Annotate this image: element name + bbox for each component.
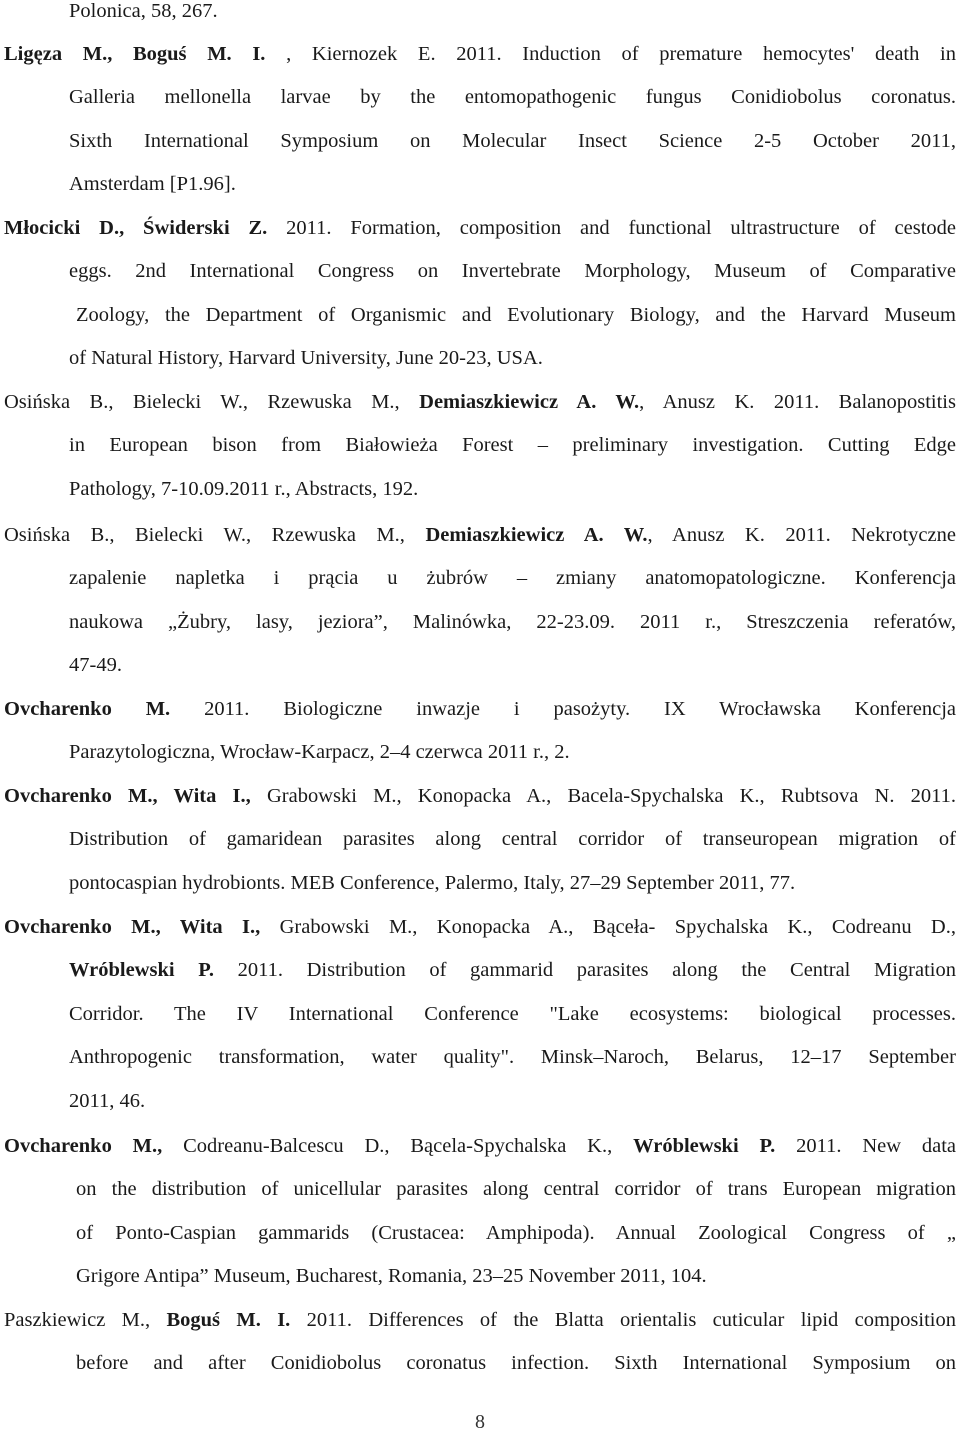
reference-line: Polonica, 58, 267. xyxy=(69,0,218,22)
reference-authors-bold: Ligęza M., Boguś M. I. xyxy=(4,43,266,65)
reference-line: in European bison from Białowieża Forest – preliminary investigation. Cutting Edge xyxy=(69,434,956,457)
reference-line: naukowa „Żubry, lasy, jeziora”, Malinówka, 22-23.09. 2011 r., Streszczenia referatów, xyxy=(69,610,956,633)
reference-line: Sixth International Symposium on Molecular Insect Science 2-5 October 2011, xyxy=(69,129,956,152)
reference-entry xyxy=(4,207,956,381)
reference-line: Osińska B., Bielecki W., Rzewuska M., Demiaszkiewicz A. W., Anusz K. 2011. Nekrotyczne xyxy=(4,524,956,546)
reference-line: zapalenie napletka i prącia u żubrów – zmiany anatomopatologiczne. Konferencja xyxy=(69,567,956,590)
reference-line: of Ponto-Caspian gammarids (Crustacea: Amphipoda). Annual Zoological Congress of „ xyxy=(76,1221,956,1244)
reference-line: Zoology, the Department of Organismic and Evolutionary Biology, and the Harvard Museum xyxy=(76,303,956,326)
page-number: 8 xyxy=(475,1411,485,1433)
reference-entry xyxy=(4,1299,956,1386)
reference-line: Paszkiewicz M., Boguś M. I. 2011. Differences of the Blatta orientalis cuticular lipid composition xyxy=(4,1309,956,1331)
reference-authors-bold: Demiaszkiewicz A. W. xyxy=(419,391,640,413)
reference-line: Distribution of gamaridean parasites along central corridor of transeuropean migration of xyxy=(69,828,956,851)
reference-authors-bold: Ovcharenko M. xyxy=(4,698,171,720)
reference-authors-bold: Ovcharenko M., Wita I., xyxy=(4,785,251,807)
reference-line: Osińska B., Bielecki W., Rzewuska M., Demiaszkiewicz A. W., Anusz K. 2011. Balanopostitis xyxy=(4,391,956,413)
reference-entry xyxy=(4,775,956,905)
reference-authors-bold: Boguś M. I. xyxy=(166,1309,291,1331)
reference-entry xyxy=(4,33,956,207)
reference-line: Grigore Antipa” Museum, Bucharest, Romania, 23–25 November 2011, 104. xyxy=(76,1265,707,1288)
reference-authors-bold: Ovcharenko M., Wita I., xyxy=(4,916,261,938)
reference-line: of Natural History, Harvard University, June 20-23, USA. xyxy=(69,347,543,370)
reference-line: Ovcharenko M., Codreanu-Balcescu D., Bącela-Spychalska K., Wróblewski P. 2011. New data xyxy=(4,1135,956,1157)
reference-line: Ligęza M., Boguś M. I. , Kiernozek E. 2011. Induction of premature hemocytes' death in xyxy=(4,43,956,65)
reference-authors-bold: Wróblewski P. xyxy=(633,1135,776,1157)
reference-line: Galleria mellonella larvae by the entomopathogenic fungus Conidiobolus coronatus. xyxy=(69,86,956,109)
reference-entry xyxy=(4,514,956,688)
reference-line: 2011, 46. xyxy=(69,1089,146,1112)
reference-line: Pathology, 7-10.09.2011 r., Abstracts, 192. xyxy=(69,477,419,500)
reference-authors-bold: Ovcharenko M., xyxy=(4,1135,163,1157)
reference-line: 47-49. xyxy=(69,654,122,677)
reference-entry xyxy=(4,1125,956,1299)
reference-line: Anthropogenic transformation, water quality". Minsk–Naroch, Belarus, 12–17 September xyxy=(69,1046,956,1069)
reference-line: Parazytologiczna, Wrocław-Karpacz, 2–4 czerwca 2011 r., 2. xyxy=(69,741,570,764)
reference-line: eggs. 2nd International Congress on Invertebrate Morphology, Museum of Comparative xyxy=(69,260,956,283)
reference-entry xyxy=(4,0,956,33)
reference-line: before and after Conidiobolus coronatus infection. Sixth International Symposium on xyxy=(76,1352,956,1375)
reference-authors-bold: Młocicki D., Świderski Z. xyxy=(4,217,268,239)
reference-line: pontocaspian hydrobionts. MEB Conference, Palermo, Italy, 27–29 September 2011, 77. xyxy=(69,871,796,894)
reference-line: on the distribution of unicellular parasites along central corridor of trans European migration xyxy=(76,1178,956,1201)
reference-line: Ovcharenko M., Wita I., Grabowski M., Konopacka A., Bacela-Spychalska K., Rubtsova N. 2011. xyxy=(4,785,956,807)
reference-line: Ovcharenko M. 2011. Biologiczne inwazje i pasożyty. IX Wrocławska Konferencja xyxy=(4,698,956,720)
reference-entry xyxy=(4,381,956,511)
reference-authors-bold: Demiaszkiewicz A. W. xyxy=(425,524,648,546)
reference-line: Amsterdam [P1.96]. xyxy=(69,173,236,196)
reference-line: Wróblewski P. 2011. Distribution of gammarid parasites along the Central Migration xyxy=(69,959,956,982)
reference-line: Ovcharenko M., Wita I., Grabowski M., Konopacka A., Bąceła- Spychalska K., Codreanu D., xyxy=(4,916,956,938)
reference-authors-bold: Wróblewski P. xyxy=(69,959,214,982)
reference-line: Corridor. The IV International Conference "Lake ecosystems: biological processes. xyxy=(69,1002,956,1025)
reference-line: Młocicki D., Świderski Z. 2011. Formation, composition and functional ultrastructure of cestode xyxy=(4,217,956,239)
reference-entry xyxy=(4,688,956,775)
reference-entry xyxy=(4,906,956,1123)
